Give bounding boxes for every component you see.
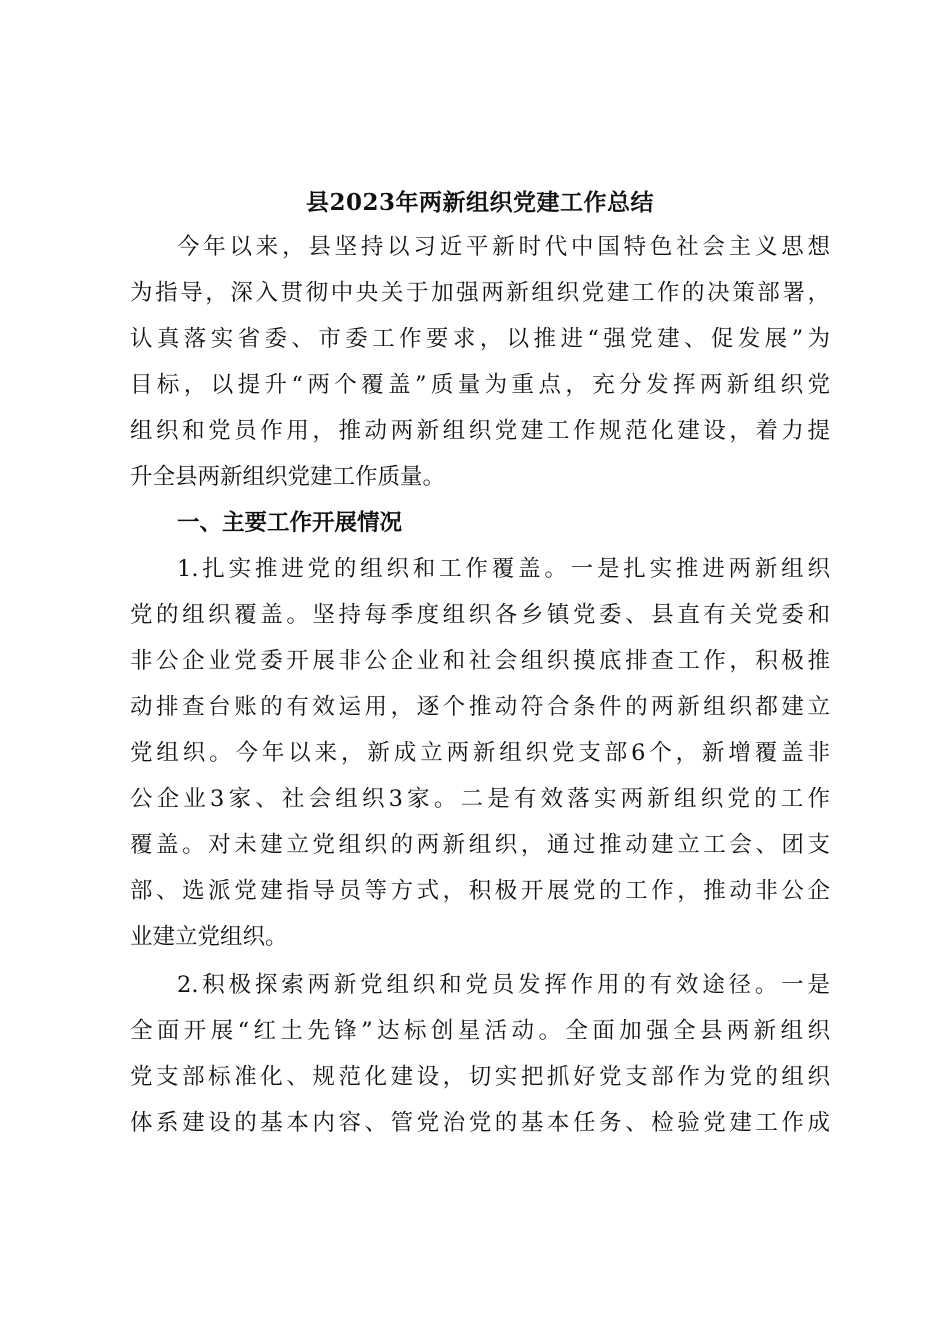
- para1-line-2: 党的组织覆盖。坚持每季度组织各乡镇党委、县直有关党委和: [130, 602, 830, 628]
- para1-line-3: 非公企业党委开展非公企业和社会组织摸底排查工作，积极推: [130, 648, 830, 674]
- para2-line-2: 全面开展“红土先锋”达标创星活动。全面加强全县两新组织: [130, 1018, 830, 1044]
- para1-line-8: 部、选派党建指导员等方式，积极开展党的工作，推动非公企: [130, 878, 830, 904]
- intro-line-5: 组织和党员作用，推动两新组织党建工作规范化建设，着力提: [130, 418, 830, 444]
- document-title: 县2023年两新组织党建工作总结: [305, 189, 654, 216]
- para1-line-5: 党组织。今年以来，新成立两新组织党支部6个，新增覆盖非: [130, 740, 830, 766]
- para2-line-3: 党支部标准化、规范化建设，切实把抓好党支部作为党的组织: [130, 1064, 830, 1090]
- para2-line-4: 体系建设的基本内容、管党治党的基本任务、检验党建工作成: [130, 1110, 830, 1136]
- para2-line-1: 2.积极探索两新党组织和党员发挥作用的有效途径。一是: [177, 972, 830, 998]
- intro-line-6: 升全县两新组织党建工作质量。: [130, 464, 446, 490]
- intro-line-1: 今年以来，县坚持以习近平新时代中国特色社会主义思想: [177, 234, 830, 260]
- para1-line-4: 动排查台账的有效运用，逐个推动符合条件的两新组织都建立: [130, 694, 830, 720]
- section-heading-1: 一、主要工作开展情况: [177, 510, 403, 536]
- para1-line-7: 覆盖。对未建立党组织的两新组织，通过推动建立工会、团支: [130, 832, 830, 858]
- para1-line-1: 1.扎实推进党的组织和工作覆盖。一是扎实推进两新组织: [177, 556, 830, 582]
- intro-line-3: 认真落实省委、市委工作要求，以推进“强党建、促发展”为: [130, 326, 830, 352]
- para1-line-6: 公企业3家、社会组织3家。二是有效落实两新组织党的工作: [130, 786, 830, 812]
- para1-line-9: 业建立党组织。: [130, 924, 288, 950]
- intro-line-2: 为指导，深入贯彻中央关于加强两新组织党建工作的决策部署，: [130, 280, 830, 306]
- intro-line-4: 目标，以提升“两个覆盖”质量为重点，充分发挥两新组织党: [130, 372, 830, 398]
